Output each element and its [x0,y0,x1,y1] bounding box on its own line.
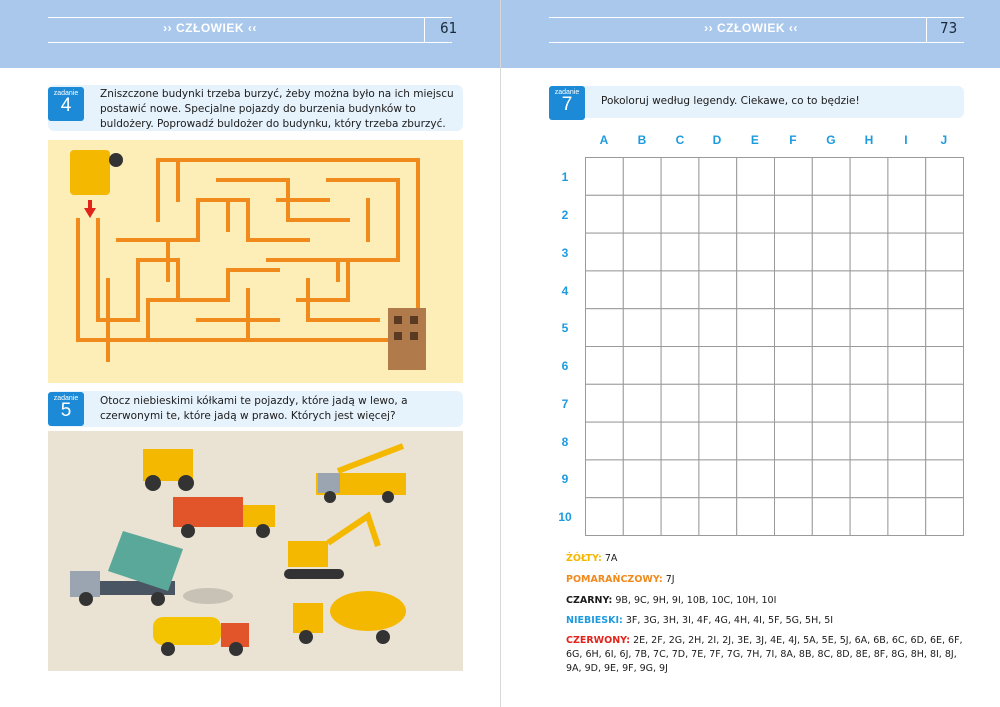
task-7-badge [549,86,585,120]
grid-cell-4I[interactable] [888,271,926,309]
coloring-grid-lines[interactable] [585,157,964,536]
section-title: ›› CZŁOWIEK ‹‹ [704,21,798,35]
legend-color-name: NIEBIESKI: [566,615,623,626]
grid-cell-8A[interactable] [586,422,624,460]
grid-cell-1D[interactable] [699,158,737,196]
legend-cells: 9B, 9C, 9H, 9I, 10B, 10C, 10H, 10I [615,595,777,606]
grid-cell-5J[interactable] [926,309,964,347]
row-header: 10 [558,510,572,524]
grid-cell-5E[interactable] [737,309,775,347]
grid-cell-2F[interactable] [775,195,813,233]
legend-cells: 3F, 3G, 3H, 3I, 4F, 4G, 4H, 4I, 5F, 5G, 5H, 5I [625,615,834,626]
task-number: 7 [561,94,573,115]
grid-cell-3H[interactable] [850,233,888,271]
legend-cells: 7J [665,574,675,585]
grid-cell-4G[interactable] [812,271,850,309]
grid-cell-8C[interactable] [661,422,699,460]
row-header: 6 [561,359,569,373]
grid-cell-3I[interactable] [888,233,926,271]
task-7-text: Pokoloruj według legendy. Ciekawe, co to będzie! [601,95,860,107]
grid-cell-3J[interactable] [926,233,964,271]
grid-cell-5C[interactable] [661,309,699,347]
grid-cell-10F[interactable] [775,498,813,536]
page-header [501,0,1000,68]
section-title: ›› CZŁOWIEK ‹‹ [163,21,257,35]
row-header: 8 [561,435,569,449]
grid-cell-7A[interactable] [586,384,624,422]
grid-cell-1B[interactable] [623,158,661,196]
grid-cell-2A[interactable] [586,195,624,233]
grid-cell-1A[interactable] [586,158,624,196]
column-header: H [864,133,874,147]
grid-cell-7F[interactable] [775,384,813,422]
grid-cell-7D[interactable] [699,384,737,422]
grid-cell-3C[interactable] [661,233,699,271]
grid-cell-6H[interactable] [850,347,888,385]
row-header: 2 [561,208,569,222]
grid-cell-4A[interactable] [586,271,624,309]
legend-cells: 7A [604,553,618,564]
page-header [0,0,500,68]
grid-cell-9G[interactable] [812,460,850,498]
task-4-badge [48,87,84,121]
grid-cell-2I[interactable] [888,195,926,233]
tanker-truck-icon [153,617,249,656]
crane-truck-icon [316,446,406,503]
grid-cell-6F[interactable] [775,347,813,385]
legend-color-name: POMARAŃCZOWY: [566,574,663,585]
grid-cell-2H[interactable] [850,195,888,233]
column-header: E [750,133,759,147]
task-5-box [48,391,463,427]
legend-color-name: ŻÓŁTY: [566,553,602,564]
grid-cell-9E[interactable] [737,460,775,498]
grid-cell-10D[interactable] [699,498,737,536]
grid-cell-8B[interactable] [623,422,661,460]
grid-cell-1F[interactable] [775,158,813,196]
row-header: 4 [561,284,569,298]
grid-cell-10G[interactable] [812,498,850,536]
grid-cell-7B[interactable] [623,384,661,422]
grid-cell-2C[interactable] [661,195,699,233]
grid-cell-6B[interactable] [623,347,661,385]
column-header: G [826,133,836,147]
task-5-text: Otocz niebieskimi kółkami te pojazdy, które jadą w lewo, a czerwonymi te, które jadą w prawo. Których jest więcej? [100,395,408,422]
grid-cell-6G[interactable] [812,347,850,385]
grid-cell-7I[interactable] [888,384,926,422]
maze-drawing [48,140,463,383]
grid-cell-5H[interactable] [850,309,888,347]
grid-cell-8F[interactable] [775,422,813,460]
grid-cell-2E[interactable] [737,195,775,233]
column-header: J [940,133,948,147]
grid-cell-3A[interactable] [586,233,624,271]
grid-cell-9H[interactable] [850,460,888,498]
grid-cell-1H[interactable] [850,158,888,196]
grid-cell-5F[interactable] [775,309,813,347]
grid-cell-2B[interactable] [623,195,661,233]
grid-cell-2G[interactable] [812,195,850,233]
legend-black [566,594,776,608]
grid-cell-7C[interactable] [661,384,699,422]
legend-yellow [566,552,617,566]
coloring-grid[interactable] [585,157,964,541]
grid-cell-6D[interactable] [699,347,737,385]
task-4-text: Zniszczone budynki trzeba burzyć, żeby można było na ich miejscu postawić nowe. Specjalne pojazdy do burzenia budynków to buldożery. Poprowadź buldożer do budynku, który trzeba zburzyć. [100,88,454,130]
legend-color-name: CZERWONY: [566,635,631,646]
grid-cell-9J[interactable] [926,460,964,498]
task-number: 5 [60,400,72,421]
grid-cell-9F[interactable] [775,460,813,498]
legend-blue [566,614,833,628]
tipper-truck-icon [70,531,183,606]
column-header: F [789,133,797,147]
vehicles-drawing [48,431,463,671]
grid-cell-10I[interactable] [888,498,926,536]
grid-cell-9C[interactable] [661,460,699,498]
row-header: 5 [561,321,569,335]
grid-cell-8I[interactable] [888,422,926,460]
grid-cell-10J[interactable] [926,498,964,536]
grid-cell-1J[interactable] [926,158,964,196]
grid-cell-4J[interactable] [926,271,964,309]
vehicles-illustration [48,431,463,671]
grid-cell-1G[interactable] [812,158,850,196]
task-4-box [48,85,463,131]
grid-cell-8H[interactable] [850,422,888,460]
grid-cell-7J[interactable] [926,384,964,422]
grid-cell-10E[interactable] [737,498,775,536]
grid-cell-4D[interactable] [699,271,737,309]
legend-cells: 2E, 2F, 2G, 2H, 2I, 2J, 3E, 3J, 4E, 4J, 5A, 5E, 5J, 6A, 6B, 6C, 6D, 6E, 6F, 6G, 6H, 6I, 6J, 7B, 7C, 7D, 7E, 7F, 7G, 7H, 7I, 8A, 8B, 8C, 8D, 8E, 8F, 8G, 8H, 8I, 8J, 9A, 9D, 9E, 9F, 9G, 9J [566,635,963,674]
bulldozer-icon [70,150,110,195]
grid-cell-5D[interactable] [699,309,737,347]
page-number: 73 [940,19,958,37]
grid-cell-4H[interactable] [850,271,888,309]
maze-illustration [48,140,463,383]
grid-cell-4F[interactable] [775,271,813,309]
row-header: 3 [561,246,569,260]
grid-cell-1C[interactable] [661,158,699,196]
grid-cell-6A[interactable] [586,347,624,385]
grid-cell-5G[interactable] [812,309,850,347]
excavator-crawler-icon [284,516,378,579]
task-5-badge [48,392,84,426]
concrete-mixer-icon [293,591,406,644]
grid-cell-8J[interactable] [926,422,964,460]
column-header: I [904,133,908,147]
grid-cell-8G[interactable] [812,422,850,460]
grid-cell-10A[interactable] [586,498,624,536]
grid-cell-4E[interactable] [737,271,775,309]
grid-cell-10H[interactable] [850,498,888,536]
dump-truck-icon [173,497,275,538]
grid-cell-4B[interactable] [623,271,661,309]
ruined-building-icon [388,308,426,370]
grid-cell-6C[interactable] [661,347,699,385]
grid-cell-9A[interactable] [586,460,624,498]
column-header: A [599,133,609,147]
legend-orange [566,573,675,587]
grid-cell-1E[interactable] [737,158,775,196]
arrow-down-icon [84,208,96,218]
task-number: 4 [60,95,72,116]
task-label: zadanie [53,90,79,97]
grid-cell-9D[interactable] [699,460,737,498]
task-label: zadanie [53,395,79,402]
task-label: zadanie [554,89,580,96]
row-header: 7 [561,397,569,411]
grid-cell-3F[interactable] [775,233,813,271]
grid-cell-2D[interactable] [699,195,737,233]
grid-cell-3G[interactable] [812,233,850,271]
grid-cell-1I[interactable] [888,158,926,196]
task-7-box [549,86,964,118]
grid-cell-9B[interactable] [623,460,661,498]
legend-color-name: CZARNY: [566,595,613,606]
grid-cell-3E[interactable] [737,233,775,271]
column-header: D [712,133,722,147]
grid-cell-6I[interactable] [888,347,926,385]
page-number: 61 [440,19,458,37]
grid-cell-5A[interactable] [586,309,624,347]
grid-cell-10C[interactable] [661,498,699,536]
grid-cell-7E[interactable] [737,384,775,422]
grid-cell-8D[interactable] [699,422,737,460]
grid-cell-2J[interactable] [926,195,964,233]
column-header: B [637,133,647,147]
grid-cell-9I[interactable] [888,460,926,498]
grid-cell-5B[interactable] [623,309,661,347]
grid-cell-10B[interactable] [623,498,661,536]
excavator-icon [143,449,194,491]
grid-cell-3D[interactable] [699,233,737,271]
grid-cell-3B[interactable] [623,233,661,271]
grid-cell-6E[interactable] [737,347,775,385]
grid-cell-8E[interactable] [737,422,775,460]
grid-cell-7H[interactable] [850,384,888,422]
grid-cell-7G[interactable] [812,384,850,422]
grid-cell-6J[interactable] [926,347,964,385]
legend-red [566,634,966,676]
grid-cell-5I[interactable] [888,309,926,347]
row-header: 1 [561,170,569,184]
row-header: 9 [561,472,569,486]
grid-cell-4C[interactable] [661,271,699,309]
column-header: C [675,133,685,147]
